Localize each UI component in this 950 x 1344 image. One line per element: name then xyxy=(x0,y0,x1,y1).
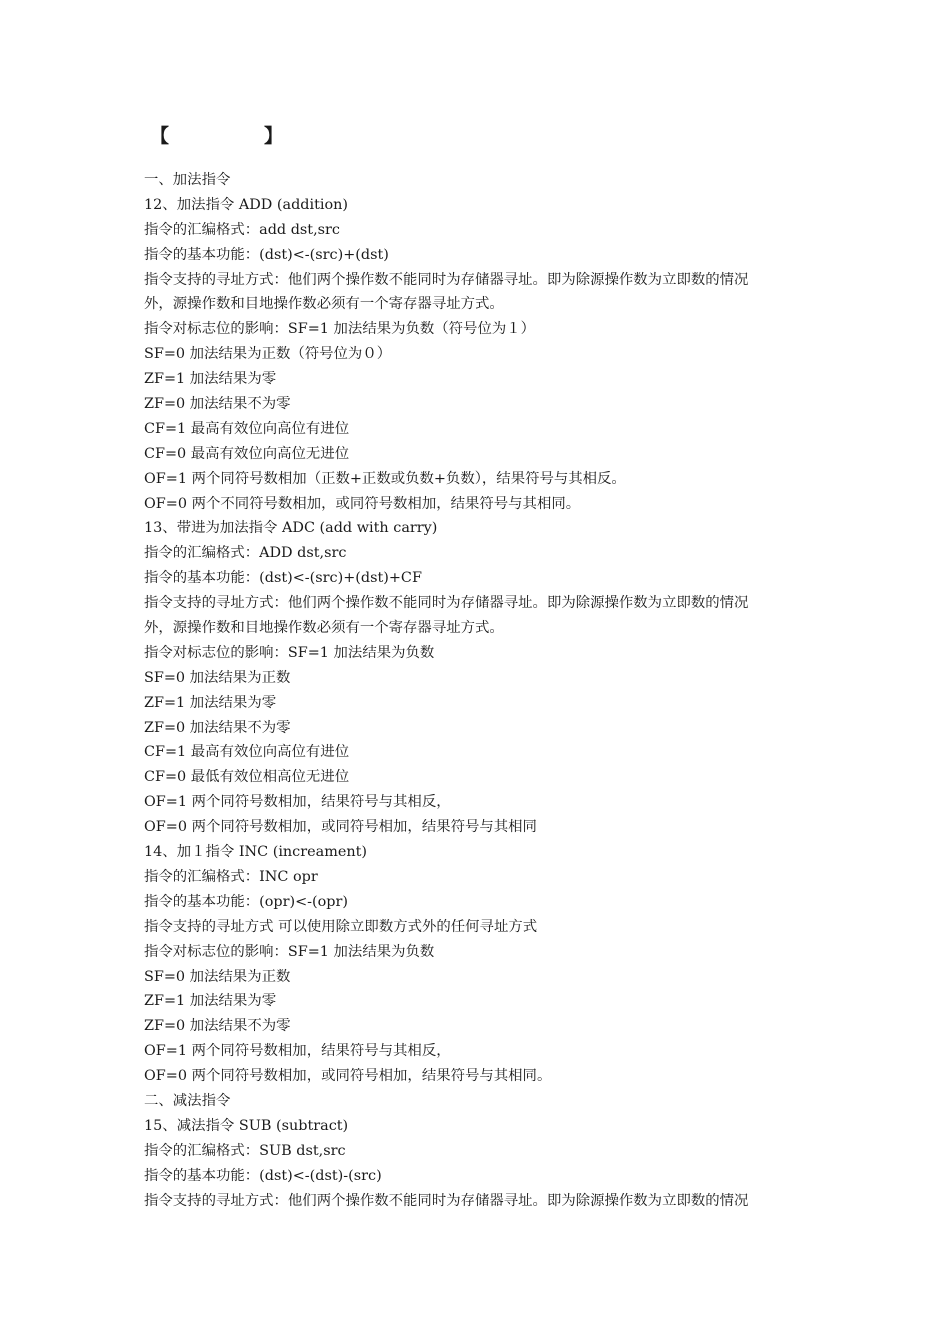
text-line: 13、带进为加法指令 ADC (add with carry) xyxy=(144,520,438,537)
text-line: OF=0 两个同符号数相加，或同符号相加，结果符号与其相同 xyxy=(144,819,537,836)
text-line: 指令的汇编格式：SUB dst,src xyxy=(144,1142,346,1159)
text-line: 指令对标志位的影响：SF=1 加法结果为负数 xyxy=(144,644,435,661)
text-line: ZF=1 加法结果为零 xyxy=(144,371,277,388)
text-line: SF=0 加法结果为正数 xyxy=(144,968,291,985)
text-line: 14、加１指令 INC (increament) xyxy=(144,844,368,861)
text-line: CF=1 最高有效位向高位有进位 xyxy=(144,744,350,761)
text-line: OF=1 两个同符号数相加（正数+正数或负数+负数），结果符号与其相反。 xyxy=(144,470,626,487)
document-title: 【 】 xyxy=(150,125,284,147)
text-line: SF=0 加法结果为正数（符号位为０） xyxy=(144,346,392,363)
text-line: OF=1 两个同符号数相加，结果符号与其相反， xyxy=(144,1043,451,1060)
text-line: 指令的基本功能：(dst)<-(src)+(dst) xyxy=(144,246,389,263)
text-line: 指令对标志位的影响：SF=1 加法结果为负数 xyxy=(144,943,435,960)
text-line: 12、加法指令 ADD (addition) xyxy=(144,196,349,213)
text-line: ZF=1 加法结果为零 xyxy=(144,993,277,1010)
document-body xyxy=(144,168,824,1213)
text-line: 指令支持的寻址方式 可以使用除立即数方式外的任何寻址方式 xyxy=(144,918,538,935)
text-line: CF=0 最低有效位相高位无进位 xyxy=(144,769,350,786)
text-line: 外，源操作数和目地操作数必须有一个寄存器寻址方式。 xyxy=(144,296,504,313)
text-line: SF=0 加法结果为正数 xyxy=(144,669,291,686)
text-line: OF=0 两个同符号数相加，或同符号相加，结果符号与其相同。 xyxy=(144,1068,552,1085)
text-line: 指令的基本功能：(dst)<-(dst)-(src) xyxy=(144,1167,382,1184)
text-line: 指令支持的寻址方式：他们两个操作数不能同时为存储器寻址。即为除源操作数为立即数的情况 xyxy=(144,271,749,288)
text-line: 指令支持的寻址方式：他们两个操作数不能同时为存储器寻址。即为除源操作数为立即数的情况 xyxy=(144,595,749,612)
text-line: OF=1 两个同符号数相加，结果符号与其相反， xyxy=(144,794,451,811)
text-line: 指令支持的寻址方式：他们两个操作数不能同时为存储器寻址。即为除源操作数为立即数的情况 xyxy=(144,1192,749,1209)
text-line: 二、减法指令 xyxy=(144,1092,231,1109)
text-line: ZF=0 加法结果不为零 xyxy=(144,396,291,413)
text-line: 指令的汇编格式：INC opr xyxy=(144,868,318,885)
text-line: 指令的汇编格式：ADD dst,src xyxy=(144,545,347,562)
text-line: 外，源操作数和目地操作数必须有一个寄存器寻址方式。 xyxy=(144,620,504,637)
text-line: 指令的基本功能：(opr)<-(opr) xyxy=(144,893,349,910)
text-line: 指令对标志位的影响：SF=1 加法结果为负数（符号位为１） xyxy=(144,321,536,338)
text-line: OF=0 两个不同符号数相加，或同符号数相加，结果符号与其相同。 xyxy=(144,495,581,512)
text-line: 15、减法指令 SUB (subtract) xyxy=(144,1117,349,1134)
text-line: ZF=1 加法结果为零 xyxy=(144,694,277,711)
text-line: CF=1 最高有效位向高位有进位 xyxy=(144,420,350,437)
text-line: CF=0 最高有效位向高位无进位 xyxy=(144,445,350,462)
text-line: ZF=0 加法结果不为零 xyxy=(144,719,291,736)
text-line: 一、加法指令 xyxy=(144,172,231,188)
text-line: ZF=0 加法结果不为零 xyxy=(144,1018,291,1035)
text-line: 指令的汇编格式：add dst,src xyxy=(144,221,340,238)
text-line: 指令的基本功能：(dst)<-(src)+(dst)+CF xyxy=(144,570,422,587)
